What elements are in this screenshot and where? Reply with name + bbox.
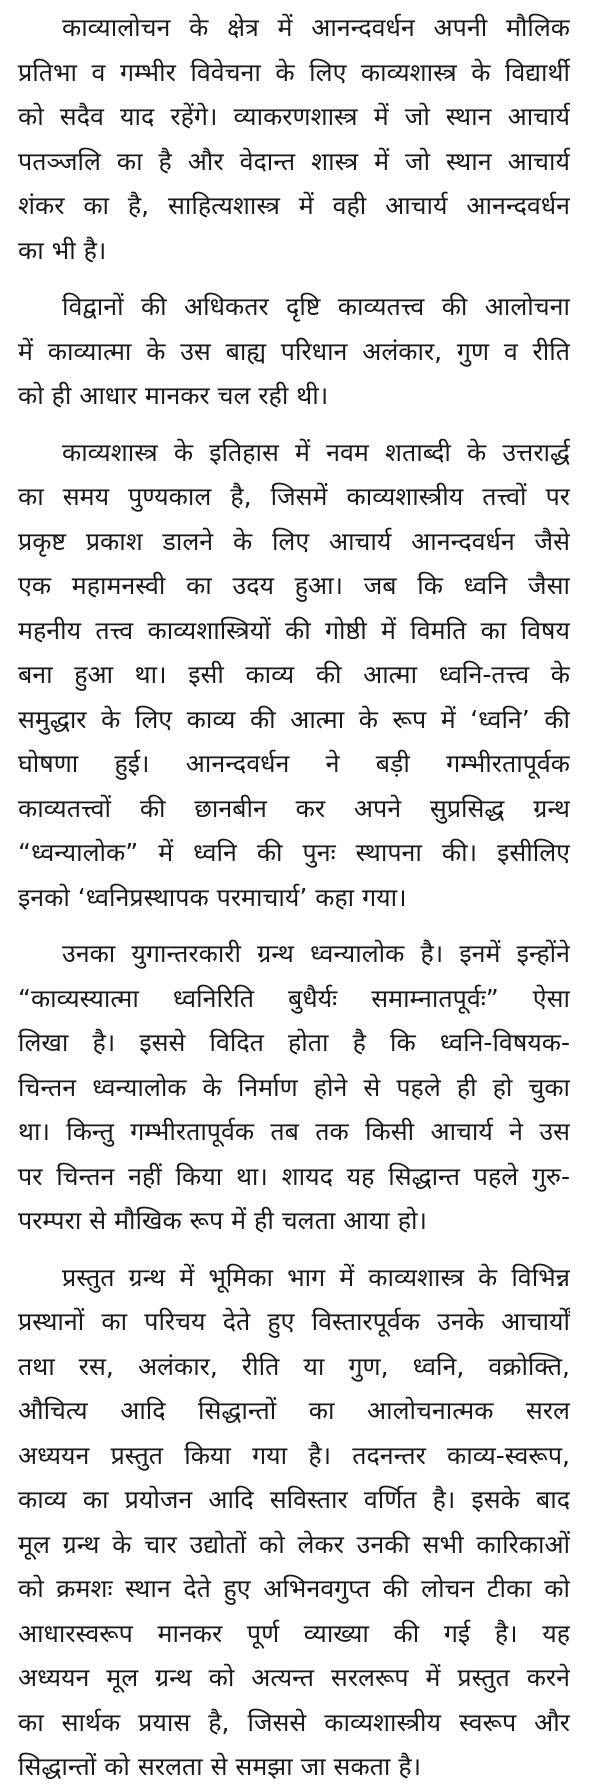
text-line: अध्ययन प्रस्तुत किया गया है। तदनन्तर काव्य-स्वरूप, [18,1440,570,1470]
text-line: परम्परा से मौखिक रूप में ही चलता आया हो। [18,1206,427,1235]
text-line: बना हुआ था। इसी काव्य की आत्मा ध्वनि-तत्त्व के [18,660,570,689]
text-line: को क्रमशः स्थान देते हुए अभिनवगुप्त की लोचन टीका को [18,1574,570,1603]
text-line: अध्ययन मूल ग्रन्थ को अत्यन्त सरलरूप में प्रस्तुत करने [18,1663,570,1692]
text-line: घोषणा हुई। आनन्दवर्धन ने बड़ी गम्भीरतापूर्वक [18,749,570,778]
text-line: पर चिन्तन नहीं किया था। शायद यह सिद्धान्त पहले गुरु- [18,1161,570,1191]
text-line: का समय पुण्यकाल है, जिसमें काव्यशास्त्रीय तत्त्वों पर [18,482,570,511]
text-line: एक महामनस्वी का उदय हुआ। जब कि ध्वनि जैसा [18,571,570,600]
text-line: लिखा है। इससे विदित होता है कि ध्वनि-विषयक- [18,1028,570,1057]
text-line: को ही आधार मानकर चल रही थी। [18,381,329,410]
text-line: समुद्धार के लिए काव्य की आत्मा के रूप में ‘ध्वनि’ की [18,704,570,734]
text-line: था। किन्तु गम्भीरतापूर्वक तब तक किसी आचार्य ने उस [18,1117,570,1146]
text-line: शंकर का है, साहित्यशास्त्र में वही आचार्य आनन्दवर्धन [18,191,570,220]
text-line: प्रस्थानों का परिचय देते हुए विस्तारपूर्वक उनके आचार्यों [18,1307,570,1336]
text-line: काव्यालोचन के क्षेत्र में आनन्दवर्धन अपनी मौलिक [62,13,570,42]
text-line: प्रतिभा व गम्भीर विवेचना के लिए काव्यशास्त्र के विद्यार्थी [18,57,570,87]
text-line: विद्वानों की अधिकतर दृष्टि काव्यतत्त्व की आलोचना [62,292,570,321]
text-line: इनको ‘ध्वनिप्रस्थापक परमाचार्य’ कहा गया। [18,882,407,912]
text-line: काव्य का प्रयोजन आदि सविस्तार वर्णित है। इसके बाद [18,1485,570,1514]
paragraph [18,1256,570,1790]
text-line: प्रकृष्ट प्रकाश डालने के लिए आचार्य आनन्दवर्धन जैसे [18,526,570,556]
text-line: मूल ग्रन्थ के चार उद्योतों को लेकर उनकी सभी कारिकाओं [18,1529,570,1559]
text-line: का भी है। [18,235,107,265]
text-line: सिद्धान्तों को सरलता से समझा जा सकता है। [18,1752,422,1781]
paragraph [18,6,570,273]
text-line: उनका युगान्तरकारी ग्रन्थ ध्वन्यालोक है। इनमें इन्होंने [62,939,570,968]
text-line: प्रस्तुत ग्रन्थ में भूमिका भाग में काव्यशास्त्र के विभिन्न [62,1262,570,1292]
text-line: में काव्यात्मा के उस बाह्य परिधान अलंकार, गुण व रीति [18,336,570,366]
text-line: औचित्य आदि सिद्धान्तों का आलोचनात्मक सरल [18,1396,570,1425]
text-line: को सदैव याद रहेंगे। व्याकरणशास्त्र में जो स्थान आचार्य [18,102,570,131]
paragraph [18,932,570,1244]
text-line: का सार्थक प्रयास है, जिससे काव्यशास्त्रीय स्वरूप और [18,1707,570,1737]
paragraph [18,431,570,921]
text-line: महनीय तत्त्व काव्यशास्त्रियों की गोष्ठी में विमति का विषय [18,615,570,645]
text-line: “ध्वन्यालोक” में ध्वनि की पुनः स्थापना की। इसीलिए [18,838,570,867]
text-line: काव्यशास्त्र के इतिहास में नवम शताब्दी के उत्तरार्द्ध [62,437,570,467]
text-line: तथा रस, अलंकार, रीति या गुण, ध्वनि, वक्रोक्ति, [18,1351,570,1381]
text-line: काव्यतत्त्वों की छानबीन कर अपने सुप्रसिद्ध ग्रन्थ [18,793,570,823]
text-line: आधारस्वरूप मानकर पूर्ण व्याख्या की गई है। यह [18,1618,570,1648]
paragraph [18,285,570,419]
text-line: “काव्यस्यात्मा ध्वनिरिति बुधैर्यः समाम्नातपूर्वः” ऐसा [18,983,570,1013]
text-line: चिन्तन ध्वन्यालोक के निर्माण होने से पहले ही हो चुका [18,1072,570,1102]
text-line: पतञ्जलि का है और वेदान्त शास्त्र में जो स्थान आचार्य [18,146,570,176]
